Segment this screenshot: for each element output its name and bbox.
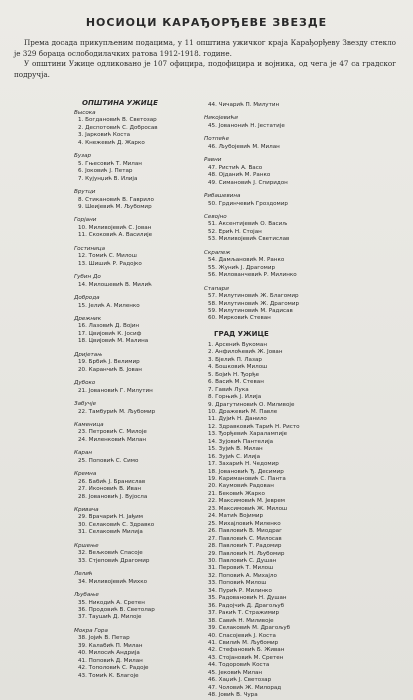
honoree-entry: 28. Павловић Т. Радомир [208,543,282,550]
honoree-entry: 21. Бековић Жарко [208,490,265,497]
honoree-entry: 26. Павловић В. Миодраг [208,528,283,535]
honoree-entry: 16. Лазовић Д. Војин [78,323,140,330]
honoree-entry: 8. Стикановић В. Гаврило [78,196,154,203]
location-group [74,217,194,239]
honoree-entry: 7. Кујунџић В. Илија [78,175,138,182]
honoree-entry: 21. Јовановић Г. Милутин [78,387,153,394]
location-name: Врутци [74,189,96,196]
honoree-entry: 39. Калабић П. Милан [78,642,143,649]
location-group [74,507,194,537]
honoree-entry: 32. Поповић А. Михајло [208,572,277,579]
honoree-entry: 58. Милутиновић Ж. Драгомир [208,300,300,307]
honoree-entry: 35. Радовановић Н. Душан [208,595,287,602]
honoree-entry: 29. Павловић Н. Љубомир [208,550,285,557]
location-group [74,110,194,147]
honoree-entry: 17. Цвијовић К. Јосиф [78,330,142,337]
location-group [204,115,364,130]
location-name: Кремна [74,471,97,478]
honoree-entry: 3. Бјелић П. Лазар [208,356,262,363]
honoree-entry: 7. Гавић Лука [208,386,249,393]
honoree-entry: 37. Ракић Т. Стражимир [208,610,280,617]
section-title-opstina: ОПШТИНА УЖИЦЕ [82,99,158,107]
honoree-entry: 10. Дражевић М. Павле [208,408,278,415]
honoree-entry: 9. Драгутиновић О. Миливоје [208,401,295,408]
location-name: Каран [74,450,93,457]
location-group [74,628,194,680]
honoree-entry: 38. Јојић В. Петар [78,635,130,642]
honoree-entry: 12. Томић С. Милош [78,253,137,260]
location-group [74,543,194,565]
honoree-entry: 6. Васић М. Стеван [208,379,264,386]
honoree-entry: 22. Максимовић М. Јеврем [208,498,285,505]
honoree-entry: 37. Таушић Д. Милоје [78,614,142,621]
location-name: Высока [74,110,96,116]
location-group [74,295,194,310]
intro-text [14,38,396,80]
honoree-entry: 47. Чоловић Ж. Милорад [208,684,282,691]
honoree-entry: 49. Симановић Ј. Спиридон [208,179,288,186]
honoree-entry: 23. Максимовић Ж. Милош [208,505,288,512]
honoree-entry: 2. Деспотовић С. Добросав [78,124,158,131]
location-name: Кривача [74,507,99,514]
honoree-entry: 42. Стефановић Б. Живан [208,647,285,654]
honoree-entry: 31. Перовић Т. Милош [208,565,274,572]
honoree-entry: 44. Чичарић П. Милутин [208,102,280,108]
honoree-entry: 42. Тополовић С. Радоје [78,665,149,672]
honoree-entry: 40. Спасојевић Ј. Коста [208,632,276,639]
location-group [74,571,194,586]
honoree-entry: 11. Дујић Н. Данило [208,416,267,423]
location-name: Бузар [74,153,92,160]
location-name: Равни [204,157,222,164]
location-group [204,102,364,109]
honoree-entry: 24. Миленковић Милан [78,436,147,443]
honoree-entry: 40. Милосић Андрија [78,650,140,657]
honoree-entry: 8. Горњић Ј. Илија [208,394,262,401]
honoree-entry: 34. Пурић Р. Милинко [208,587,272,594]
honoree-entry: 18. Цвијовић М. Малина [78,338,149,345]
honoree-entry: 26. Бабић Ј. Бранислав [78,478,146,485]
honoree-entry: 15. Јелић А. Миленко [78,302,140,309]
honoree-entry: 15. Зујић В. Милан [208,446,263,453]
location-name: Каменица [74,421,104,428]
honoree-entry: 20. Каранчић В. Јован [78,366,142,373]
honoree-entry: 19. Брбић Ј. Велимир [78,359,140,366]
location-group [74,450,194,465]
honoree-entry: 4. Кнежевић Д. Жарко [78,139,145,146]
honoree-entry: 56. Милованчевић Р. Милинко [208,272,297,279]
honoree-entry: 17. Захарић Н. Чедомир [208,461,279,468]
honoree-entry: 32. Вељковић Спасоје [78,550,143,557]
location-group [74,189,194,211]
honoree-entry: 44. Тодоровић Коста [208,662,270,669]
honoree-entry: 3. Јарковић Коста [78,132,131,139]
honoree-entry: 24. Матић Војимир [208,513,264,520]
honoree-entry: 52. Ерић Н. Стојан [208,228,262,235]
honoree-entry: 25. Поповић С. Симо [78,457,139,464]
location-group [74,352,194,374]
location-group [204,136,364,151]
honoree-entry: 18. Јовановић Ђ. Десимир [208,468,284,475]
honoree-entry: 27. Павловић С. Милосав [208,535,282,542]
honoree-entry: 36. Радојчић Д. Драгољуб [208,602,285,609]
honoree-entry: 41. Свилић М. Љубомир [208,640,279,646]
location-name: Скрапеж [204,249,231,256]
honoree-entry: 35. Никодић А. Сретен [78,599,145,606]
honoree-entry: 9. Шеијевић М. Љубомир [78,203,152,210]
honoree-entry: 55. Жунић Ј. Драгомир [208,264,276,271]
intro-paragraph: Према досада прикупљеним подацима, у 11 општина ужичког краја Карађорђеву Звезду стекло је 329 бораца ослободилачких ратова 1912-1918. године. [14,38,396,58]
location-name: Мокра Гора [74,627,108,634]
location-name: Никојевићи [204,115,238,122]
honoree-entry: 50. Грдинчевић Гроздомир [208,200,288,207]
location-name: Доброда [74,295,100,302]
honoree-entry: 19. Каримановић С. Панта [208,476,286,483]
location-name: Губин До [74,274,101,281]
honoree-entry: 46. Хаџић Ј. Светозар [208,677,272,684]
honoree-entry: 48. Ојданић М. Ранко [208,172,271,179]
page-title: НОСИОЦИ КАРАЂОРЂЕВЕ ЗВЕЗДЕ [85,16,328,29]
location-group [204,214,364,244]
honoree-entry: 4. Бошковић Милош [208,364,268,371]
honoree-entry: 11. Скоковић А. Василије [78,232,153,239]
location-group [204,286,364,323]
location-group [204,250,364,280]
location-group [204,193,364,208]
location-name: Дубоко [74,380,96,387]
location-group [74,246,194,268]
right-column [204,102,364,700]
location-name: Гостиница [74,245,106,252]
honoree-entry: 43. Томић К. Благоје [78,672,139,679]
honoree-entry: 14. Милошевић В. Милић [78,281,152,288]
honoree-entry: 53. Миливојевић Светислав [208,236,290,243]
honoree-entry: 5. Бојић Н. Ђорђе [208,371,260,378]
location-group [74,471,194,501]
honoree-entry: 41. Поповић Д. Милан [78,657,143,664]
location-name: Потпеће [204,136,230,143]
honoree-entry: 46. Љубојевић М. Милан [208,143,280,150]
honoree-entry: 12. Здравковић Тарић Н. Ристо [208,423,300,430]
intro-paragraph: У општини Ужице одликовано је 107 официра, подофицира и војника, од чега је 47 са градског подручја. [14,59,396,79]
honoree-entry: 59. Милутиновић М. Радисав [208,307,293,314]
location-group [74,274,194,289]
honoree-entry: 48. Јовић В. Чура [208,692,258,699]
location-group [74,401,194,416]
left-column [74,98,194,686]
honoree-entry: 31. Селаковић Милија [78,529,143,536]
honoree-entry: 30. Павловић С. Душан [208,558,277,565]
location-name: Рибашевина [204,193,241,200]
location-name: Лелић [74,571,93,578]
honoree-entry: 33. Поповић Милош [208,580,267,587]
location-group [74,592,194,622]
honoree-entry: 38. Савић Н. Миливоје [208,617,274,624]
location-group [74,380,194,395]
honoree-entry: 1. Богдановић В. Светозар [78,117,157,124]
honoree-entry: 54. Дамљановић М. Ранко [208,257,285,264]
honoree-entry: 47. Ристић А. Васо [208,164,263,171]
honoree-entry: 23. Петровић С. Милоје [78,429,147,436]
location-name: Севојно [204,213,227,220]
honoree-entry: 22. Тамбурић М. Љубомир [78,408,156,415]
location-group [74,422,194,444]
location-name: Дријетањ [74,351,103,358]
honoree-entry: 1. Арсенић Вукоман [208,341,267,348]
location-name: Дрежник [74,315,102,322]
honoree-entry: 5. Гњесовић Т. Милан [78,160,142,167]
honoree-entry: 28. Јовановић Ј. Вујосла [78,493,148,500]
honoree-entry: 6. Јоковић Ј. Петар [78,168,133,175]
location-name: Горјани [74,217,97,224]
honoree-entry: 45. Јековић Милан [208,669,263,676]
location-group [204,157,364,187]
honoree-entry: 33. Стјеповић Драгомир [78,557,150,564]
honoree-entry: 2. Анфилоћевић Ж. Јован [208,349,283,356]
location-name: Кршење [74,542,99,549]
honoree-entry: 20. Каумовић Радован [208,483,274,490]
honoree-entry: 13. Ђорђевић Харалампије [208,431,288,438]
location-name: Забучје [74,401,97,408]
section-title-grad: ГРАД УЖИЦЕ [214,329,269,338]
honoree-entry: 60. Мирковић Стеван [208,315,271,322]
honoree-entry: 27. Иконовић В. Иван [78,486,142,493]
honoree-entry: 45. Јованонић Н. Јестатије [208,122,285,129]
honoree-entry: 57. Милутиновић Ж. Благомир [208,293,299,300]
honoree-entry: 39. Селаковић М. Драгољуб [208,625,291,632]
location-name: Стапари [204,285,229,292]
honoree-entry: 36. Продовић В. Светолар [78,607,155,614]
honoree-entry: 51. Аксентијевић О. Васиљ [208,221,288,228]
honoree-entry: 25. Михајловић Миленко [208,520,281,527]
honoree-entry: 43. Стојановић М. Сретен [208,654,284,661]
location-group [74,316,194,346]
honoree-entry: 34. Миливојевић Михко [78,578,147,585]
honoree-entry: 10. Миливојевић С. Јован [78,224,152,231]
honoree-entry: 14. Зујовић Пантелија [208,438,274,445]
honoree-entry: 16. Зујић С. Илија [208,453,261,460]
location-name: Љубање [74,592,99,599]
location-group [74,153,194,183]
honoree-entry: 30. Селаковић С. Здравко [78,521,155,528]
honoree-entry: 13. Шишић Р. Радојко [78,260,142,267]
honoree-entry: 29. Врачарић Н. Јађим [78,514,144,521]
